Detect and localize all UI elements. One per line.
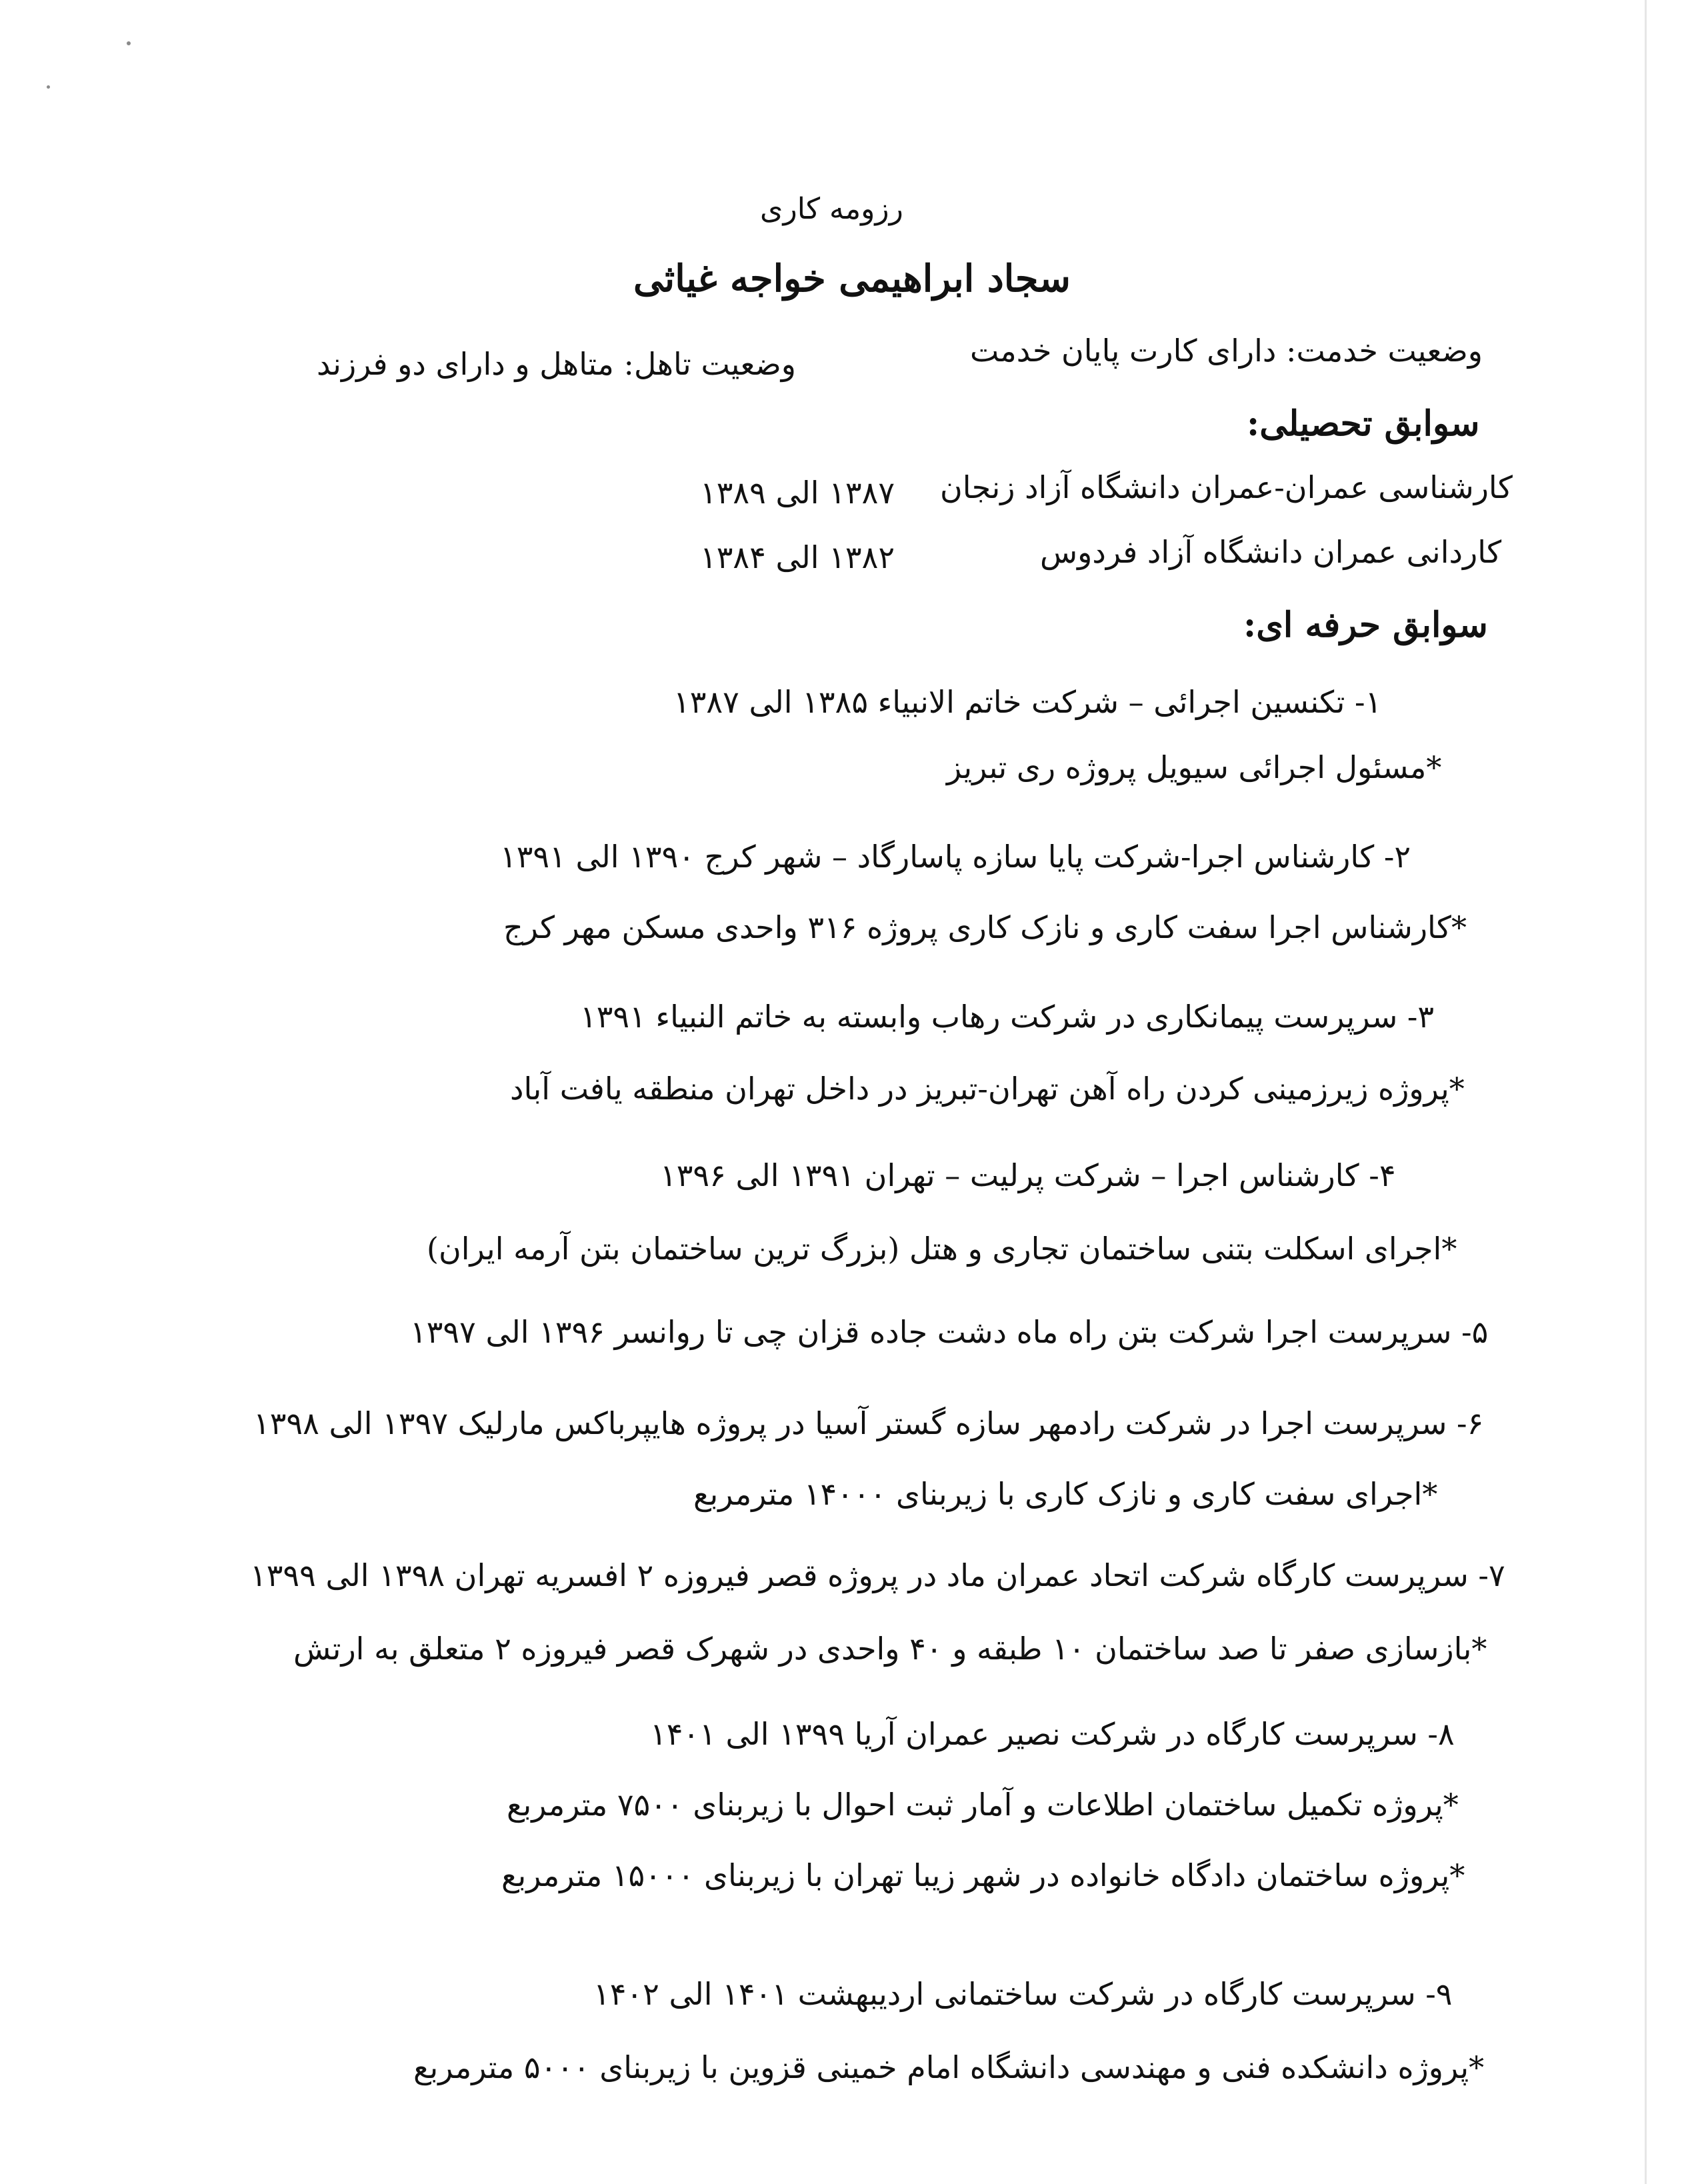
experience-item-detail: *پروژه زیرزمینی کردن راه آهن تهران-تبریز در داخل تهران منطقه یافت آباد xyxy=(510,1071,1465,1107)
education-item-text: کارشناسی عمران-عمران دانشگاه آزاد زنجان xyxy=(940,469,1513,505)
experience-item-head: ۴- کارشناس اجرا – شرکت پرلیت – تهران ۱۳۹۱ الی ۱۳۹۶ xyxy=(660,1157,1396,1193)
experience-item-head: ۷- سرپرست کارگاه شرکت اتحاد عمران ماد در پروژه قصر فیروزه ۲ افسریه تهران ۱۳۹۸ الی ۱۳۹۹ xyxy=(250,1557,1505,1593)
military-service-status: وضعیت خدمت: دارای کارت پایان خدمت xyxy=(970,333,1483,369)
marital-status: وضعیت تاهل: متاهل و دارای دو فرزند xyxy=(317,346,796,382)
experience-item-head: ۱- تکنسین اجرائی – شرکت خاتم الانبیاء ۱۳۸۵ الی ۱۳۸۷ xyxy=(673,684,1382,720)
experience-item-detail: *اجرای سفت کاری و نازک کاری با زیربنای ۱۴۰۰۰ مترمربع xyxy=(693,1476,1438,1512)
experience-item-detail: *اجرای اسکلت بتنی ساختمان تجاری و هتل (بزرگ ترین ساختمان بتن آرمه ایران) xyxy=(427,1231,1457,1267)
education-item-years: ۱۳۸۷ الی ۱۳۸۹ xyxy=(700,475,895,511)
education-heading: سوابق تحصیلی: xyxy=(1247,403,1480,444)
experience-item-head: ۵- سرپرست اجرا شرکت بتن راه ماه دشت جاده قزان چی تا روانسر ۱۳۹۶ الی ۱۳۹۷ xyxy=(410,1314,1489,1350)
scan-edge-line xyxy=(1645,0,1647,2184)
scan-speck xyxy=(47,85,50,89)
experience-item-detail: *مسئول اجرائی سیویل پروژه ری تبریز xyxy=(947,749,1442,785)
experience-item-head: ۳- سرپرست پیمانکاری در شرکت رهاب وابسته به خاتم النبیاء ۱۳۹۱ xyxy=(580,999,1435,1035)
experience-item-detail: *کارشناس اجرا سفت کاری و نازک کاری پروژه ۳۱۶ واحدی مسکن مهر کرج xyxy=(503,909,1467,945)
education-item-years: ۱۳۸۲ الی ۱۳۸۴ xyxy=(700,539,895,575)
experience-item-detail: *بازسازی صفر تا صد ساختمان ۱۰ طبقه و ۴۰ واحدی در شهرک قصر فیروزه ۲ متعلق به ارتش xyxy=(293,1631,1487,1667)
person-name: سجاد ابراهیمی خواجه غیاثی xyxy=(633,257,1071,301)
education-item-text: کاردانی عمران دانشگاه آزاد فردوس xyxy=(1040,534,1502,570)
scan-speck xyxy=(127,41,131,45)
experience-item-head: ۹- سرپرست کارگاه در شرکت ساختمانی اردیبهشت ۱۴۰۱ الی ۱۴۰۲ xyxy=(593,1976,1453,2012)
experience-item-head: ۲- کارشناس اجرا-شرکت پایا سازه پاسارگاد – شهر کرج ۱۳۹۰ الی ۱۳۹۱ xyxy=(500,839,1411,875)
document-title: رزومه کاری xyxy=(760,192,903,226)
experience-item-detail: *پروژه ساختمان دادگاه خانواده در شهر زیبا تهران با زیربنای ۱۵۰۰۰ مترمربع xyxy=(501,1857,1465,1893)
experience-item-head: ۶- سرپرست اجرا در شرکت رادمهر سازه گستر آسیا در پروژه هایپرباکس مارلیک ۱۳۹۷ الی ۱۳۹۸ xyxy=(253,1405,1484,1441)
experience-item-detail: *پروژه دانشکده فنی و مهندسی دانشگاه امام خمینی قزوین با زیربنای ۵۰۰۰ مترمربع xyxy=(413,2049,1485,2085)
experience-item-head: ۸- سرپرست کارگاه در شرکت نصیر عمران آریا ۱۳۹۹ الی ۱۴۰۱ xyxy=(650,1716,1455,1752)
experience-item-detail: *پروژه تکمیل ساختمان اطلاعات و آمار ثبت احوال با زیربنای ۷۵۰۰ مترمربع xyxy=(507,1787,1459,1823)
experience-heading: سوابق حرفه ای: xyxy=(1243,605,1488,645)
